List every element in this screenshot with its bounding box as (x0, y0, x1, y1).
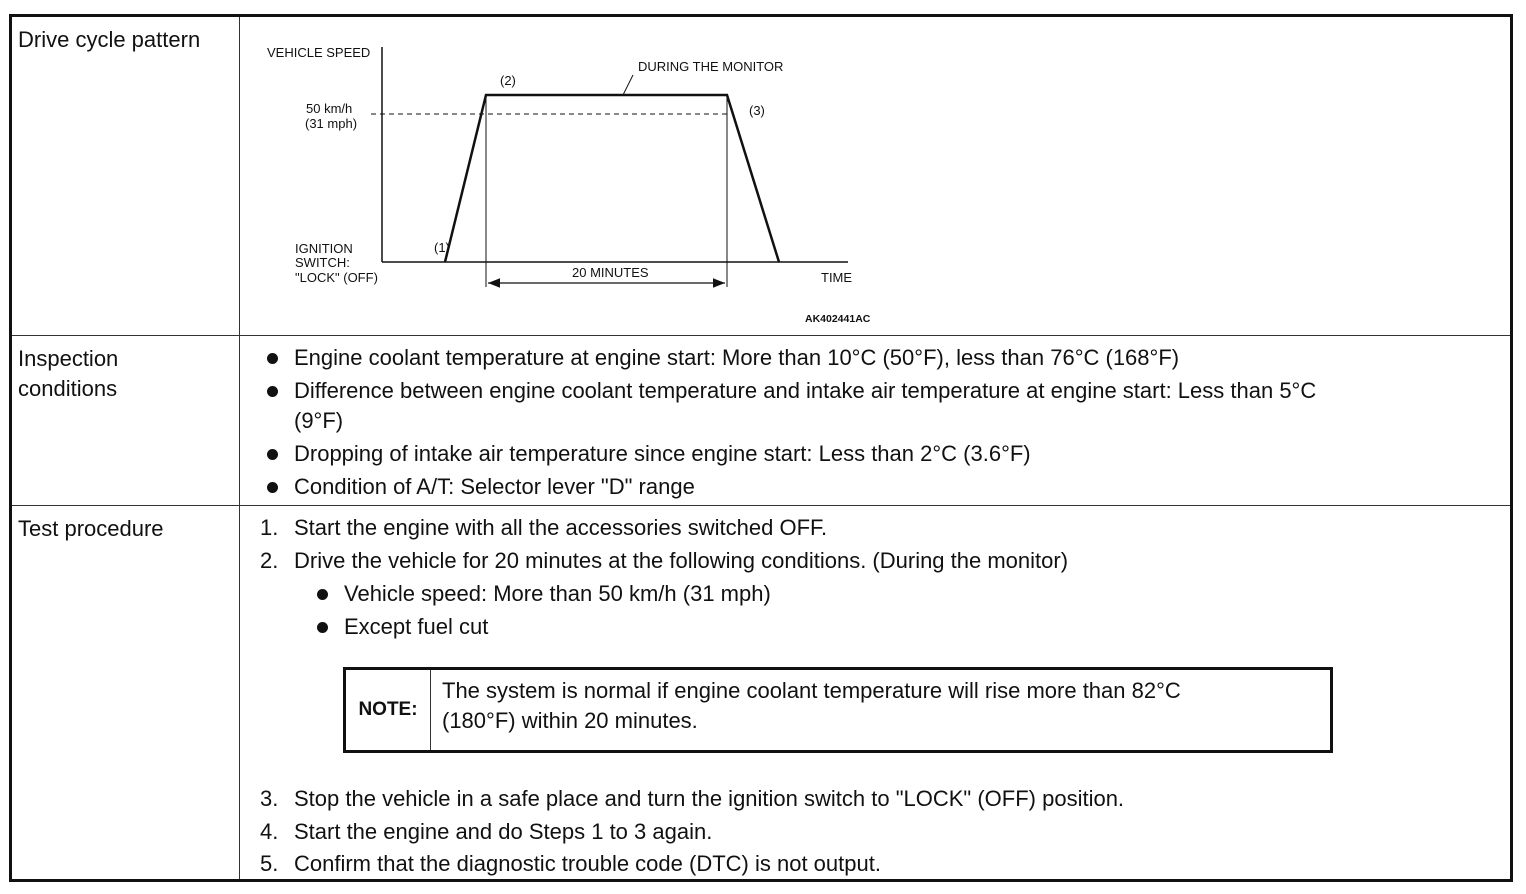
origin-label-3: "LOCK" (OFF) (295, 270, 378, 285)
step-number: 1. (260, 515, 279, 540)
row-divider (12, 505, 1510, 506)
bullet-icon (267, 449, 278, 460)
drive-cycle-diagram (241, 17, 921, 335)
x-axis-label: TIME (821, 270, 853, 285)
note-box (343, 667, 1333, 753)
speed-label-mph: (31 mph) (305, 116, 358, 131)
column-divider (239, 17, 240, 879)
figure-code: AK402441AC (805, 313, 871, 325)
monitor-leader (623, 75, 633, 95)
note-line: (180°F) within 20 minutes. (442, 708, 698, 733)
note-line: The system is normal if engine coolant temperature will rise more than 82°C (442, 678, 1181, 703)
step-text: Confirm that the diagnostic trouble code (DTC) is not output. (294, 851, 881, 876)
inspection-item: Dropping of intake air temperature since engine start: Less than 2°C (3.6°F) (294, 441, 1031, 466)
note-text (442, 676, 1320, 736)
inspection-item-continuation: (9°F) (294, 408, 344, 433)
step-number: 4. (260, 819, 279, 844)
inspection-item: Difference between engine coolant temperature and intake air temperature at engine start: Less than 5°C (294, 378, 1317, 403)
bullet-icon (267, 353, 278, 364)
origin-label-2: SWITCH: (295, 255, 350, 270)
drive-cycle-label: Drive cycle pattern (18, 27, 201, 52)
bullet-icon (317, 622, 328, 633)
step-number: 3. (260, 786, 279, 811)
step-number: 2. (260, 548, 279, 573)
inspection-label (18, 344, 118, 404)
point-1-label: (1) (434, 240, 450, 255)
step-text: Drive the vehicle for 20 minutes at the following conditions. (During the monitor) (294, 548, 1069, 573)
inspection-item: Condition of A/T: Selector lever "D" range (294, 474, 695, 499)
row-divider (12, 335, 1510, 336)
monitor-label: DURING THE MONITOR (638, 59, 784, 74)
procedure-table (9, 14, 1513, 882)
inspection-item: Engine coolant temperature at engine start: More than 10°C (50°F), less than 76°C (168°F) (294, 345, 1180, 370)
note-label: NOTE: (346, 670, 431, 750)
sub-item: Except fuel cut (344, 614, 489, 639)
origin-label-1: IGNITION (295, 241, 353, 256)
bullet-icon (317, 589, 328, 600)
step-text: Start the engine with all the accessories switched OFF. (294, 515, 828, 540)
test-procedure-label: Test procedure (18, 516, 164, 541)
bullet-icon (267, 386, 278, 397)
step-text: Start the engine and do Steps 1 to 3 again. (294, 819, 713, 844)
y-axis-label: VEHICLE SPEED (267, 45, 371, 60)
speed-label-kmh: 50 km/h (306, 101, 353, 116)
inspection-list (260, 343, 1500, 503)
point-2-label: (2) (500, 73, 516, 88)
step-text: Stop the vehicle in a safe place and turn the ignition switch to "LOCK" (OFF) position. (294, 786, 1125, 811)
duration-label: 20 MINUTES (572, 265, 649, 280)
point-3-label: (3) (749, 103, 765, 118)
sub-item: Vehicle speed: More than 50 km/h (31 mph) (344, 581, 771, 606)
inspection-label-text: Inspection conditions (18, 346, 119, 401)
speed-profile (445, 95, 779, 262)
bullet-icon (267, 482, 278, 493)
step-number: 5. (260, 851, 279, 876)
